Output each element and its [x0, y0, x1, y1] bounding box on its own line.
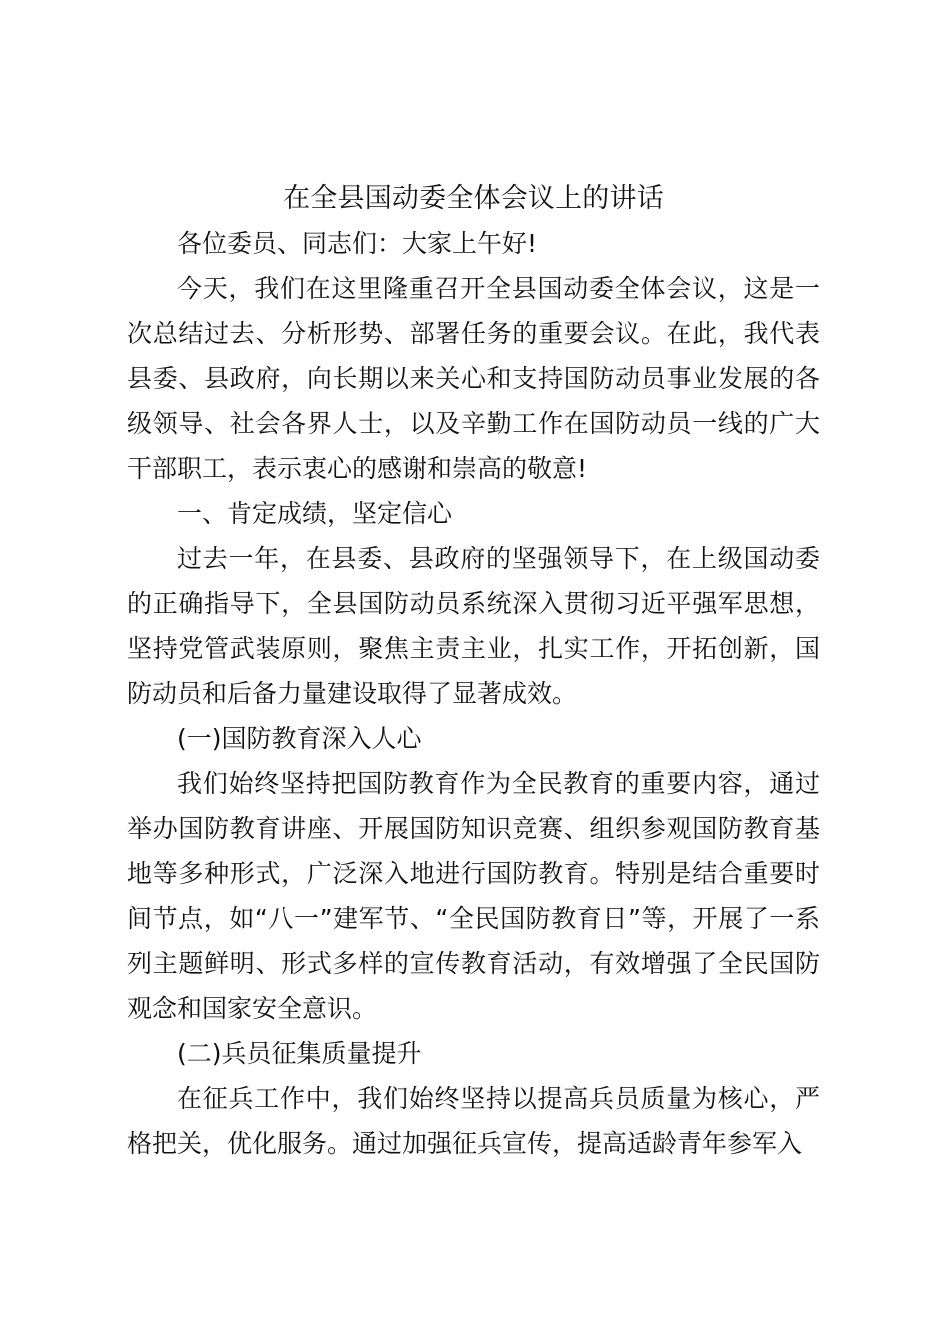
- subsection-1-paragraph: 我们始终坚持把国防教育作为全民教育的重要内容，通过举办国防教育讲座、开展国防知识竞赛、组织参观国防教育基地等多种形式，广泛深入地进行国防教育。特别是结合重要时间节点，如“八一”建军节、“全民国防教育日”等，开展了一系列主题鲜明、形式多样的宣传教育活动，有效增强了全民国防观念和国家安全意识。: [127, 769, 820, 1023]
- subsection-2-paragraph: 在征兵工作中，我们始终坚持以提高兵员质量为核心，严格把关，优化服务。通过加强征兵宣传，提高适龄青年参军入: [127, 1084, 820, 1158]
- intro-paragraph: 今天，我们在这里隆重召开全县国动委全体会议，这是一次总结过去、分析形势、部署任务的重要会议。在此，我代表县委、县政府，向长期以来关心和支持国防动员事业发展的各级领导、社会各界人士，以及辛勤工作在国防动员一线的广大干部职工，表示衷心的感谢和崇高的敬意!: [127, 274, 820, 483]
- greeting: 各位委员、同志们：大家上午好!: [177, 229, 538, 258]
- section-heading-1: 一、肯定成绩，坚定信心: [177, 499, 453, 528]
- subsection-heading-1: (一)国防教育深入人心: [177, 724, 422, 753]
- document-body: [127, 176, 820, 1166]
- section-1-paragraph: 过去一年，在县委、县政府的坚强领导下，在上级国动委的正确指导下，全县国防动员系统深入贯彻习近平强军思想，坚持党管武装原则，聚焦主责主业，扎实工作，开拓创新，国防动员和后备力量建设取得了显著成效。: [127, 544, 820, 708]
- subsection-heading-2: (二)兵员征集质量提升: [177, 1039, 422, 1068]
- document-title: 在全县国动委全体会议上的讲话: [283, 183, 664, 214]
